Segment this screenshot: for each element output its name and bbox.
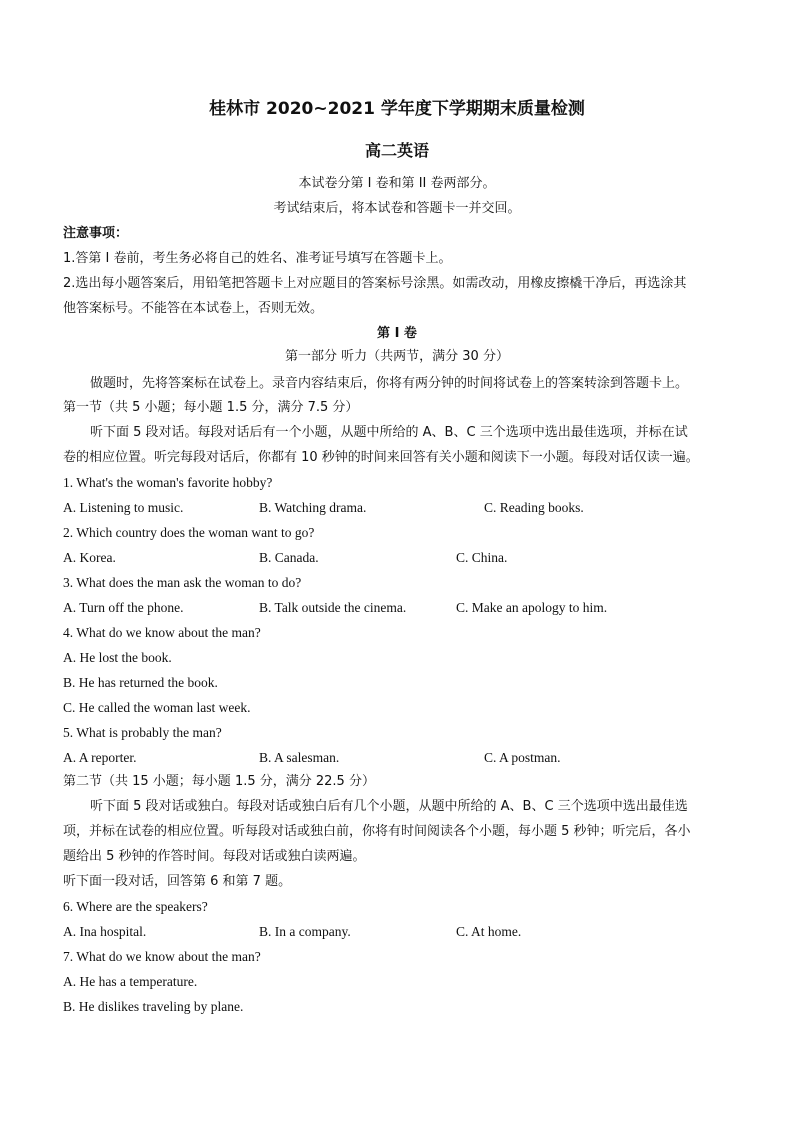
section2-directions-line-1: 听下面 5 段对话或独白。每段对话或独白后有几个小题，从题中所给的 A、B、C 三个选项中选出最佳选	[90, 799, 688, 814]
option-b: B. Talk outside the cinema.	[259, 600, 407, 615]
question-stem: 3. What does the man ask the woman to do?	[63, 575, 302, 590]
page-subtitle: 高二英语	[364, 141, 429, 160]
group-intro: 听下面一段对话，回答第 6 和第 7 题。	[63, 874, 292, 889]
part-heading: 第一部分 听力（共两节，满分 30 分）	[285, 349, 509, 364]
option-c: C. Make an apology to him.	[456, 600, 608, 615]
section1-heading: 第一节（共 5 小题；每小题 1.5 分，满分 7.5 分）	[63, 400, 359, 415]
option-a: A. He lost the book.	[63, 650, 172, 665]
notes-item-2-line-2: 他答案标号。不能答在本试卷上，否则无效。	[63, 301, 324, 316]
option-b: B. He dislikes traveling by plane.	[63, 999, 244, 1014]
section2-heading: 第二节（共 15 小题；每小题 1.5 分，满分 22.5 分）	[63, 774, 375, 789]
question-stem: 4. What do we know about the man?	[63, 625, 261, 640]
option-a: A. Korea.	[63, 550, 116, 565]
volume-heading: 第 I 卷	[377, 326, 417, 341]
notes-item-1: 1.答第 I 卷前，考生务必将自己的姓名、准考证号填写在答题卡上。	[63, 251, 452, 266]
section2-directions-line-2: 项，并标在试卷的相应位置。听每段对话或独白前，你将有时间阅读各个小题，每小题 5 秒钟；听完后，各小	[63, 824, 691, 839]
notes-heading: 注意事项：	[63, 226, 129, 241]
option-c: C. A postman.	[484, 750, 561, 765]
option-c: C. At home.	[456, 924, 522, 939]
question-stem: 1. What's the woman's favorite hobby?	[63, 475, 273, 490]
intro-line-1: 本试卷分第 I 卷和第 II 卷两部分。	[298, 176, 496, 191]
question-stem: 7. What do we know about the man?	[63, 949, 261, 964]
option-c: C. China.	[456, 550, 508, 565]
question-stem: 5. What is probably the man?	[63, 725, 222, 740]
option-a: A. Listening to music.	[63, 500, 184, 515]
section1-directions-line-1: 听下面 5 段对话。每段对话后有一个小题，从题中所给的 A、B、C 三个选项中选出最佳选项，并标在试	[90, 425, 688, 440]
question-stem: 2. Which country does the woman want to go?	[63, 525, 315, 540]
option-b: B. Canada.	[259, 550, 319, 565]
intro-line-2: 考试结束后，将本试卷和答题卡一并交回。	[273, 201, 521, 216]
option-c: C. Reading books.	[484, 500, 584, 515]
option-b: B. He has returned the book.	[63, 675, 218, 690]
option-c: C. He called the woman last week.	[63, 700, 251, 715]
option-a: A. He has a temperature.	[63, 974, 198, 989]
section2-directions-line-3: 题给出 5 秒钟的作答时间。每段对话或独白读两遍。	[63, 849, 366, 864]
option-b: B. In a company.	[259, 924, 351, 939]
option-a: A. A reporter.	[63, 750, 137, 765]
notes-item-2-line-1: 2.选出每小题答案后，用铅笔把答题卡上对应题目的答案标号涂黑。如需改动，用橡皮擦橇干净后，再选涂其	[63, 276, 687, 291]
option-b: B. A salesman.	[259, 750, 340, 765]
page-title: 桂林市 2020~2021 学年度下学期期末质量检测	[209, 99, 585, 119]
option-a: A. Ina hospital.	[63, 924, 147, 939]
option-a: A. Turn off the phone.	[63, 600, 184, 615]
section1-directions-line-2: 卷的相应位置。听完每段对话后，你都有 10 秒钟的时间来回答有关小题和阅读下一小题。每段对话仅读一遍。	[63, 450, 699, 465]
part-instruction: 做题时，先将答案标在试卷上。录音内容结束后，你将有两分钟的时间将试卷上的答案转涂到答题卡上。	[90, 376, 689, 391]
question-stem: 6. Where are the speakers?	[63, 899, 208, 914]
option-b: B. Watching drama.	[259, 500, 367, 515]
